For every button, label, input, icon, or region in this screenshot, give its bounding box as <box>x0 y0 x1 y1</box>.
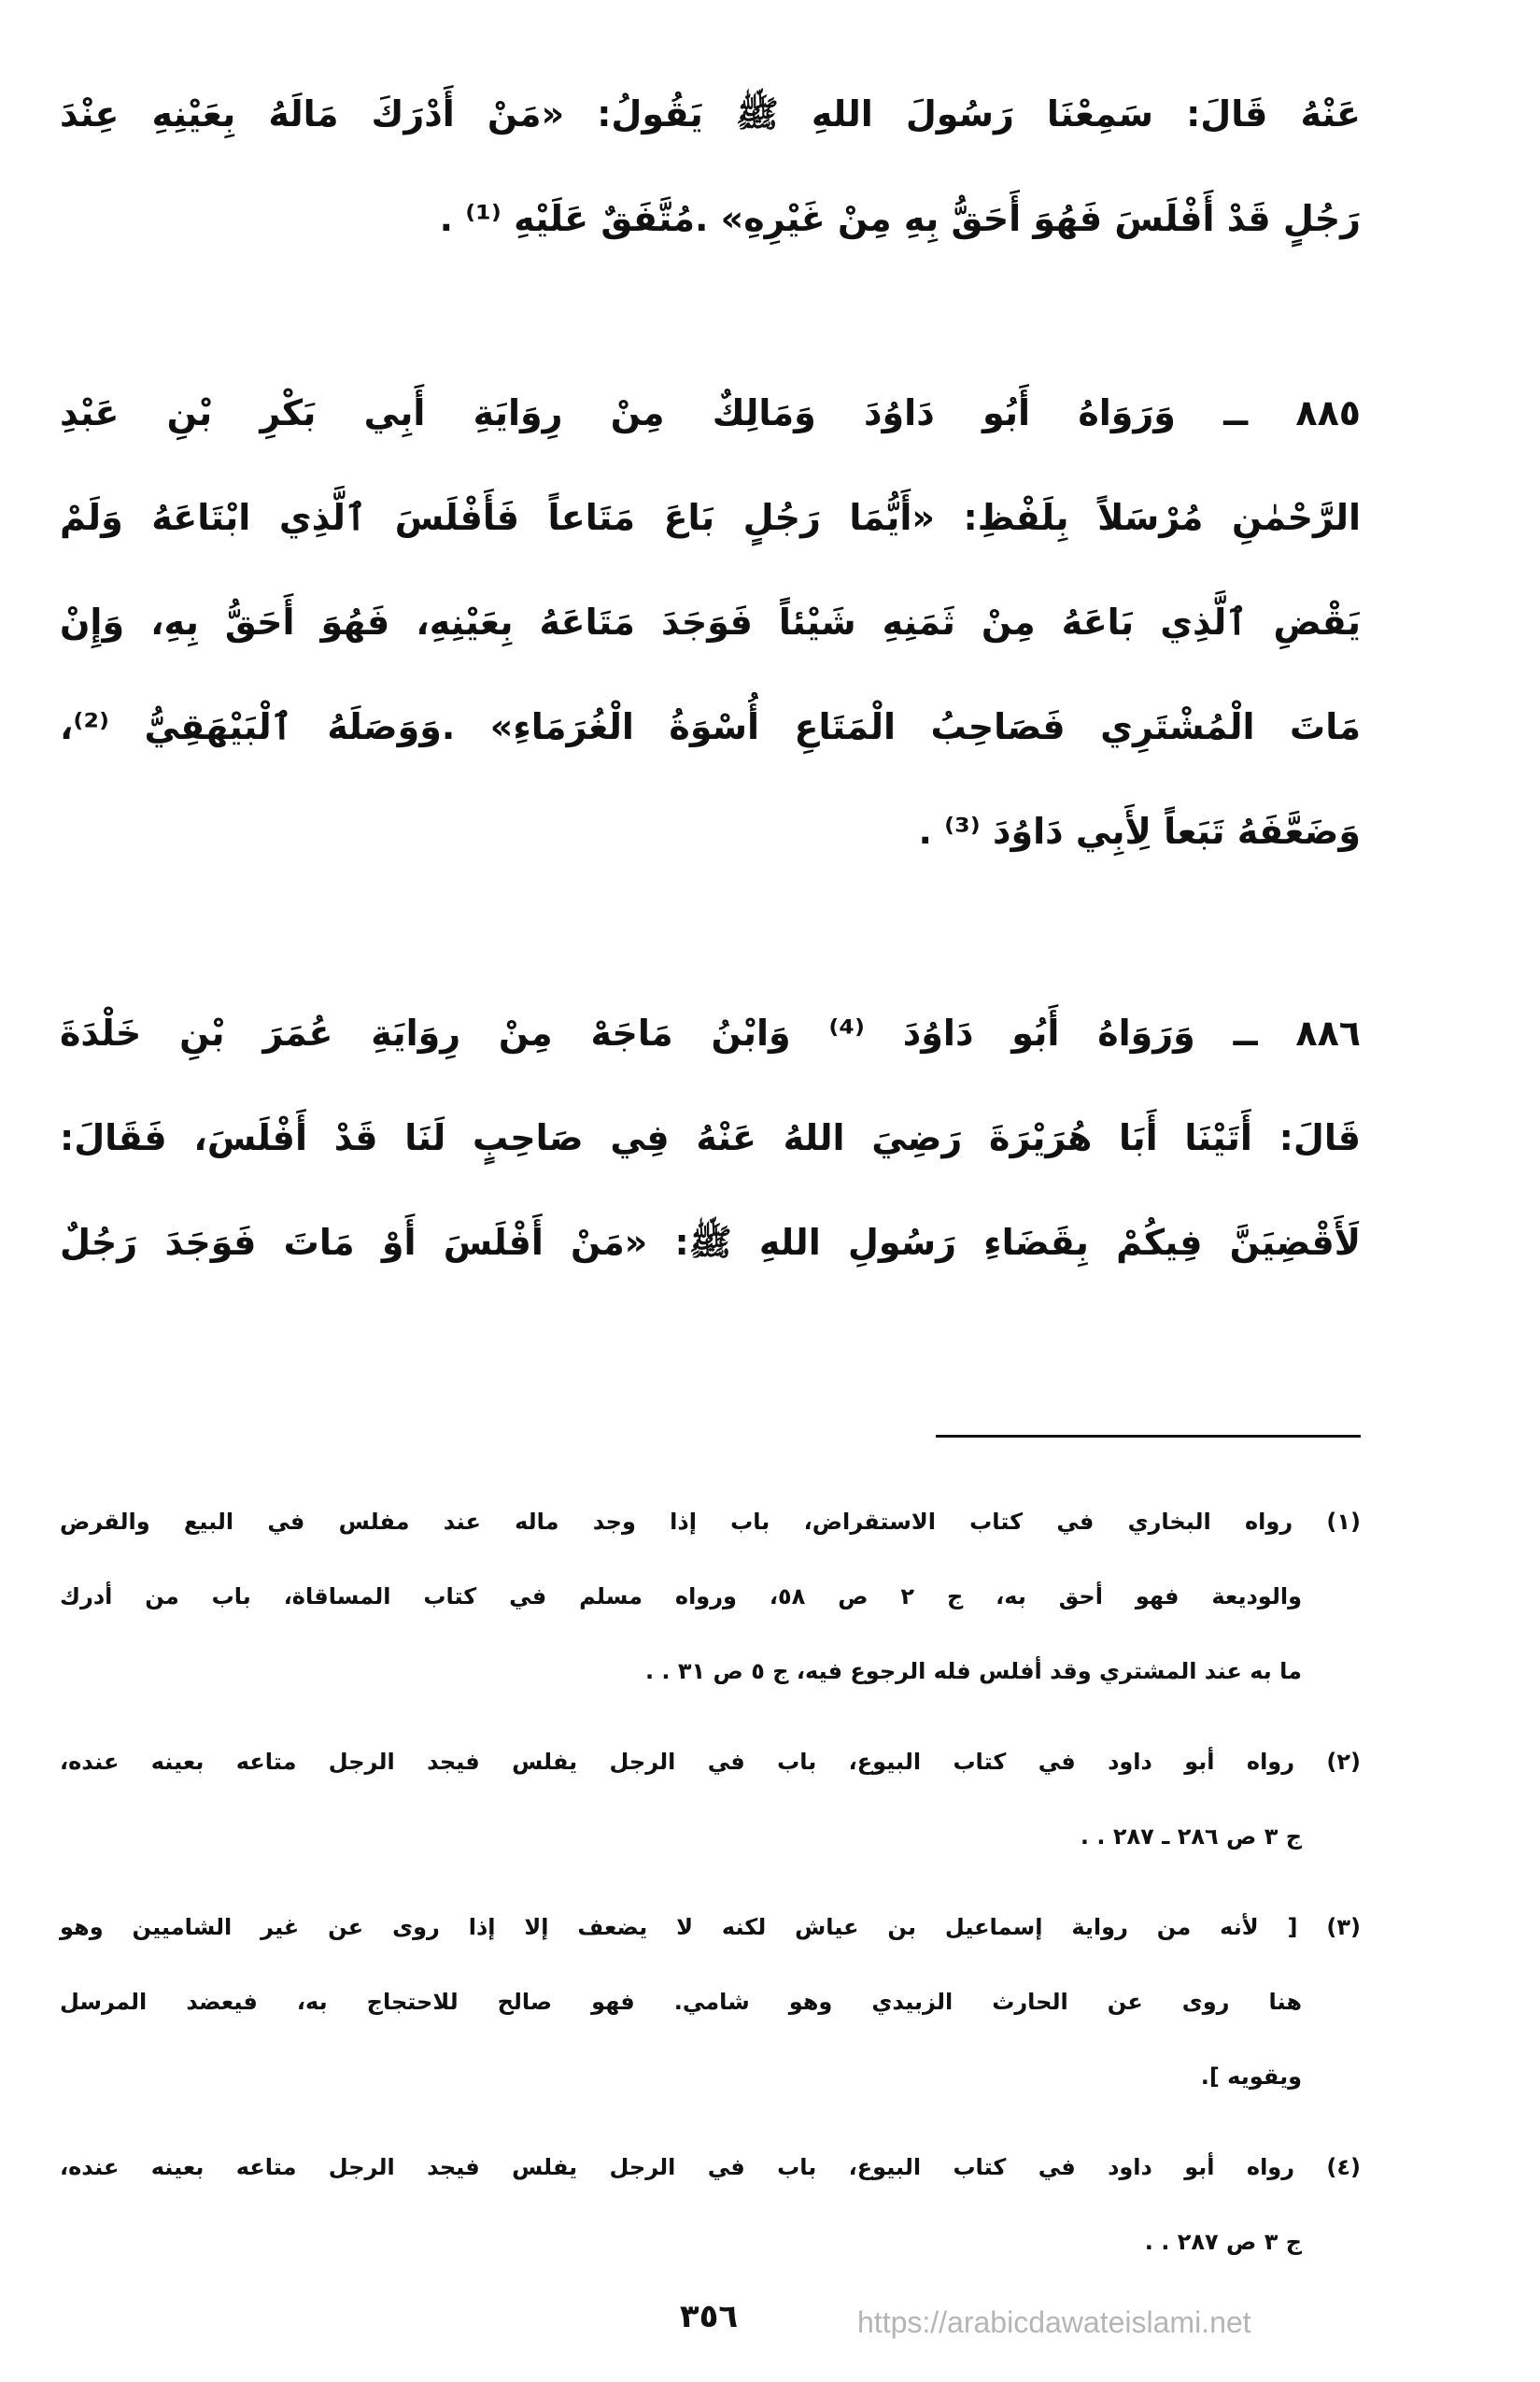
text-line: لَأَقْضِيَنَّ فِيكُمْ بِقَضَاءِ رَسُولِ اللهِ ﷺ: «مَنْ أَفْلَسَ أَوْ مَاتَ فَوَجَدَ رَجُلٌ <box>60 1222 1361 1263</box>
text-line: مَاتَ الْمُشْتَرِي فَصَاحِبُ الْمَتَاعِ أُسْوَةُ الْغُرَمَاءِ» .وَوَصَلَهُ ٱلْبَيْهَقِيُّ ⁽²⁾، <box>60 706 1361 747</box>
text-line: عَنْهُ قَالَ: سَمِعْنَا رَسُولَ اللهِ ﷺ يَقُولُ: «مَنْ أَدْرَكَ مَالَهُ بِعَيْنِهِ عِنْدَ <box>60 93 1361 135</box>
hadith-884-ending <box>60 0 1361 271</box>
footnote-4 <box>60 2130 1361 2279</box>
hadith-886 <box>60 981 1361 1295</box>
footnote-1 <box>60 1484 1361 1709</box>
text-line: يَقْضِ ٱلَّذِي بَاعَهُ مِنْ ثَمَنِهِ شَيْئاً فَوَجَدَ مَتَاعَهُ بِعَيْنِهِ، فَهُوَ أَحَقُّ بِهِ، وَإِنْ <box>60 602 1361 643</box>
footnotes <box>60 1484 1361 2279</box>
footnote-line: (٣) [ لأنه من رواية إسماعيل بن عياش لكنه لا يضعف إلا إذا روى عن غير الشاميين وهو <box>60 1914 1361 1940</box>
footnote-line: هنا روى عن الحارث الزبيدي وهو شامي. فهو صالح للاحتجاج به، فيعضد المرسل <box>60 1989 1302 2015</box>
text-line: ٨٨٥ ــ وَرَوَاهُ أَبُو دَاوُدَ وَمَالِكٌ مِنْ رِوَايَةِ أَبِي بَكْرِ بْنِ عَبْدِ <box>60 392 1361 433</box>
footnote-line: ج ٣ ص ٢٨٦ ـ ٢٨٧ . . <box>1080 1823 1302 1850</box>
text-line: ٨٨٦ ــ وَرَوَاهُ أَبُو دَاوُدَ ⁽⁴⁾ وَابْنُ مَاجَهْ مِنْ رِوَايَةِ عُمَرَ بْنِ خَلْدَةَ <box>60 1013 1361 1054</box>
footnote-line: (٢) رواه أبو داود في كتاب البيوع، باب في الرجل يفلس فيجد الرجل متاعه بعينه عنده، <box>60 1749 1361 1775</box>
watermark-url: https://arabicdawateislami.net <box>857 2305 1251 2339</box>
footnote-3 <box>60 1890 1361 2114</box>
footnote-separator <box>936 1435 1361 1438</box>
footnote-line: (١) رواه البخاري في كتاب الاستقراض، باب إذا وجد ماله عند مفلس في البيع والقرض <box>60 1509 1361 1535</box>
page-footer <box>60 2298 1361 2382</box>
footnote-line: والوديعة فهو أحق به، ج ٢ ص ٥٨، ورواه مسلم في كتاب المساقاة، باب من أدرك <box>60 1583 1303 1609</box>
footnote-line: ويقويه ]. <box>1200 2063 1302 2090</box>
footnote-line: ما به عند المشتري وقد أفلس فله الرجوع فيه، ج ٥ ص ٣١ . . <box>644 1658 1302 1684</box>
hadith-885 <box>60 361 1361 884</box>
text-line: رَجُلٍ قَدْ أَفْلَسَ فَهُوَ أَحَقُّ بِهِ مِنْ غَيْرِهِ» .مُتَّفَقٌ عَلَيْهِ ⁽¹⁾ . <box>439 198 1361 239</box>
footnote-line: ج ٣ ص ٢٨٧ . . <box>1144 2229 1302 2255</box>
text-line: الرَّحْمٰنِ مُرْسَلاً بِلَفْظِ: «أَيُّمَا رَجُلٍ بَاعَ مَتَاعاً فَأَفْلَسَ ٱلَّذِي ابْتَاعَهُ وَلَمْ <box>60 497 1361 538</box>
text-line: قَالَ: أَتَيْنَا أَبَا هُرَيْرَةَ رَضِيَ اللهُ عَنْهُ فِي صَاحِبٍ لَنَا قَدْ أَفْلَسَ، فَقَالَ: <box>60 1117 1361 1158</box>
text-line: وَضَعَّفَهُ تَبَعاً لِأَبِي دَاوُدَ ⁽³⁾ . <box>918 811 1361 852</box>
footnote-line: (٤) رواه أبو داود في كتاب البيوع، باب في الرجل يفلس فيجد الرجل متاعه بعينه عنده، <box>60 2154 1361 2180</box>
footnote-2 <box>60 1724 1361 1874</box>
page-number: ٣٥٦ <box>679 2298 739 2335</box>
